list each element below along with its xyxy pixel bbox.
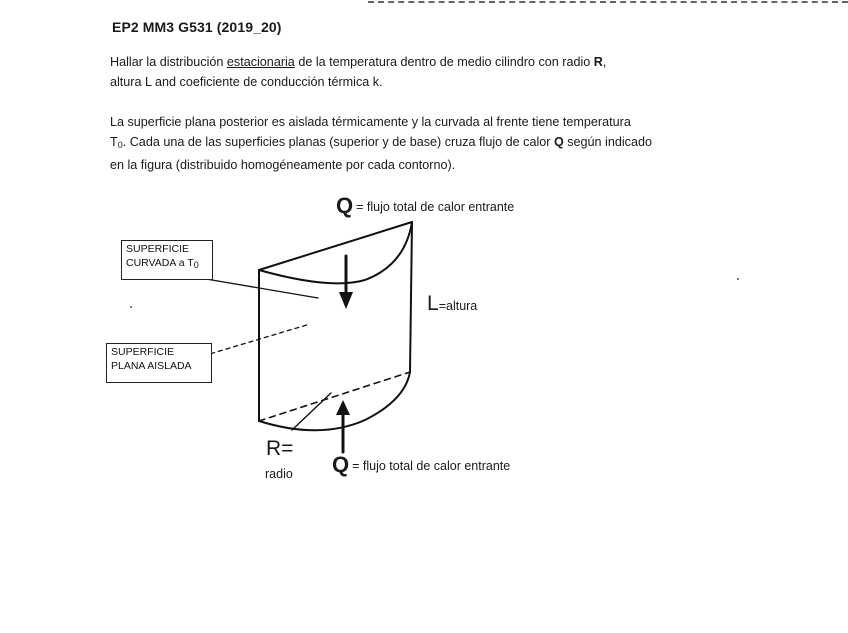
problem-line-1: Hallar la distribución estacionaria de la temperatura dentro de medio cilindro con radio R, [110, 55, 607, 69]
label-flat-surface: SUPERFICIE PLANA AISLADA [106, 343, 212, 383]
page-title: EP2 MM3 G531 (2019_20) [112, 19, 282, 35]
top-flux-arrowhead [339, 292, 353, 309]
top-flat-edge [259, 222, 412, 270]
label-curved-surface: SUPERFICIE CURVADA a T0 [121, 240, 213, 280]
problem-line-5: en la figura (distribuido homogéneamente por cada contorno). [110, 158, 456, 172]
problem-line-2: altura L and coeficiente de conducción térmica k. [110, 75, 383, 89]
flux-symbol: Q [553, 135, 564, 149]
problem-line-3: La superficie plana posterior es aislada térmicamente y la curvada al frente tiene temperatura [110, 115, 631, 129]
bottom-curved-edge [259, 372, 410, 430]
box-curved-pointer [206, 279, 318, 298]
right-vertical-edge [410, 222, 412, 372]
top-curved-edge [259, 222, 412, 283]
radius-symbol: R [593, 55, 603, 69]
height-label: L=altura [427, 292, 478, 315]
scan-speck [130, 306, 132, 308]
radius-label-symbol: R= [266, 437, 294, 460]
radius-line [292, 393, 331, 430]
radius-label-text: radio [265, 467, 293, 481]
scan-speck [737, 278, 739, 280]
top-flux-label: Q = flujo total de calor entrante [336, 193, 515, 218]
bottom-flux-label: Q = flujo total de calor entrante [332, 452, 511, 477]
bottom-flux-arrowhead [336, 400, 350, 415]
bottom-flat-edge [259, 372, 410, 421]
box-flat-pointer [203, 324, 310, 356]
problem-line-4: $T_0$. Cada una de las superficies planas (superior y de base) cruza flujo de calor Q según indicado [110, 135, 652, 150]
underlined-word: estacionaria [226, 55, 295, 69]
